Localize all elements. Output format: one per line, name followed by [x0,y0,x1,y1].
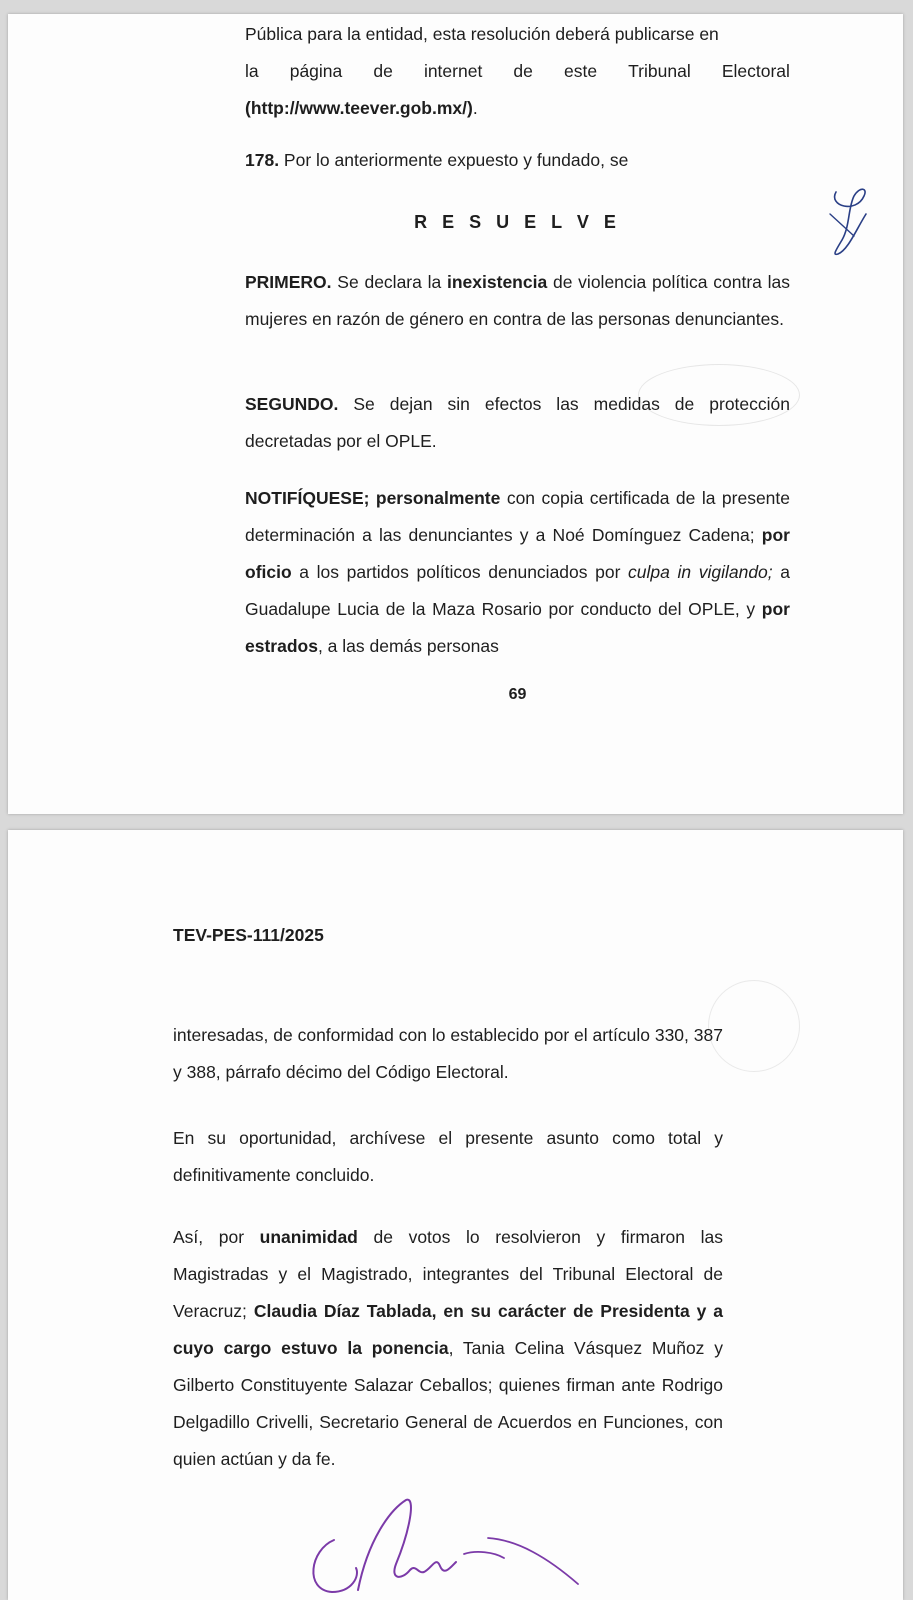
paragraph-firmas: Así, por unanimidad de votos lo resolvieron y firmaron las Magistradas y el Magistrado, integrantes del Tribunal Electoral de Veracruz; Claudia Díaz Tablada, en su carácter de Presidenta y a cuyo cargo estuvo la ponencia, Tania Celina Vásquez Muñoz y Gilberto Constituyente Salazar Ceballos; quienes firman ante Rodrigo Delgadillo Crivelli, Secretario General de Acuerdos en Funciones, con quien actúan y da fe. [173,1227,723,1469]
case-number-header: TEV-PES-111/2025 [173,925,324,945]
paragraph-interesadas: interesadas, de conformidad con lo establecido por el artículo 330, 387 y 388, párrafo décimo del Código Electoral. [173,1025,723,1082]
paragraph-178: 178. Por lo anteriormente expuesto y fundado, se [245,150,629,170]
paragraph-intro: Pública para la entidad, esta resolución deberá publicarse en la página de internet de este Tribunal Electoral (http://www.teever.gob.mx/). [245,24,790,118]
tribunal-url: (http://www.teever.gob.mx/) [245,98,473,118]
handwritten-signature-icon [298,1480,598,1600]
resuelve-heading: R E S U E L V E [414,212,621,232]
handwritten-margin-mark-icon [826,184,876,264]
paragraph-segundo: SEGUNDO. Se dejan sin efectos las medidas de protección decretadas por el OPLE. [245,394,790,451]
paragraph-notifiquese: NOTIFÍQUESE; personalmente con copia certificada de la presente determinación a las denunciantes y a Noé Domínguez Cadena; por oficio a los partidos políticos denunciados por culpa in vigilando; a Guadalupe Lucia de la Maza Rosario por conducto del OPLE, y por estrados, a las demás personas [245,488,791,656]
paragraph-archivese: En su oportunidad, archívese el presente asunto como total y definitivamente concluido. [173,1128,723,1185]
paragraph-number-178: 178. [245,150,280,170]
document-page-1 [8,14,903,814]
page-number: 69 [508,686,527,703]
paragraph-primero: PRIMERO. Se declara la inexistencia de violencia política contra las mujeres en razón de género en contra de las personas denunciantes. [245,272,791,329]
document-page-2 [8,830,903,1600]
intro-line-1: Pública para la entidad, esta resolución deberá publicarse en [245,24,719,44]
intro-line-2: la página de internet de este Tribunal Electoral [245,61,790,81]
